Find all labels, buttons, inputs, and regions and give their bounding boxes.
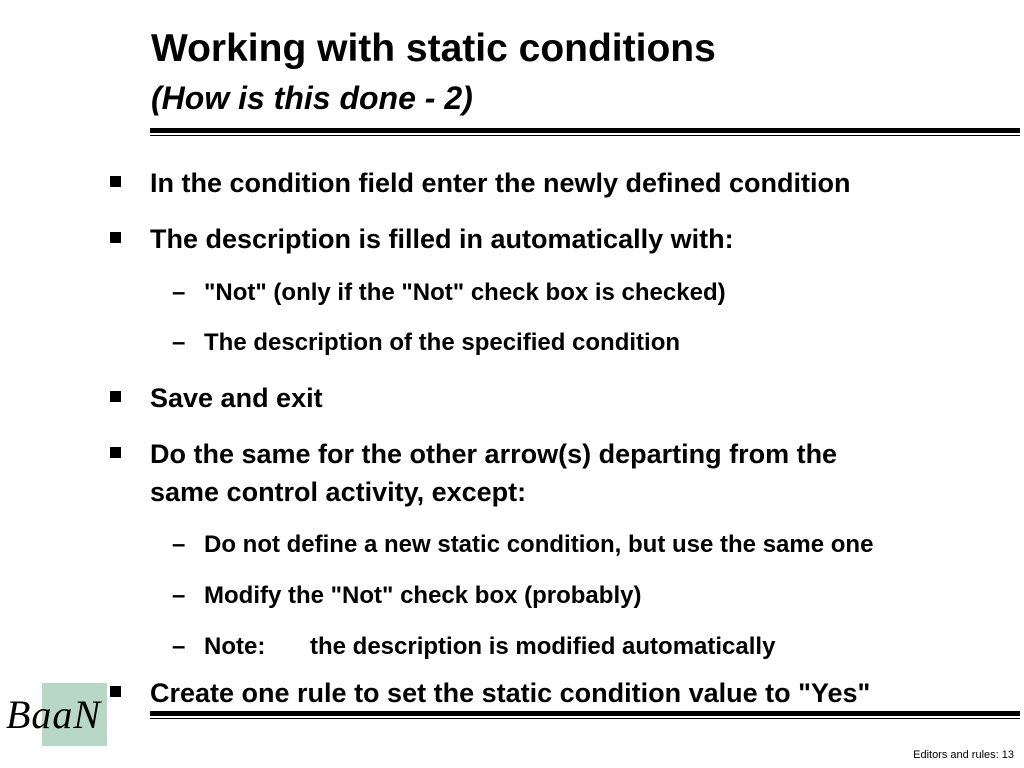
- subbullet-text: Do not define a new static condition, but use the same one: [204, 531, 874, 558]
- bullet-text: Save and exit: [150, 383, 323, 413]
- bullet-square-icon: [110, 232, 121, 243]
- subbullet-text: [204, 632, 775, 662]
- bullet-square-icon: [110, 176, 121, 187]
- footer-page-label: Editors and rules: 13: [913, 749, 1014, 761]
- bullet-square-icon: [110, 391, 121, 402]
- subbullet-text: Modify the "Not" check box (probably): [204, 582, 642, 609]
- dash-icon: –: [172, 279, 186, 306]
- title-rule-thick: [150, 128, 1020, 133]
- bullet-text: The description is filled in automatically with:: [150, 224, 734, 254]
- footer-rule-thick: [150, 711, 1020, 716]
- dash-icon: –: [172, 531, 186, 558]
- bullet-text: Do the same for the other arrow(s) departing from the: [150, 439, 838, 469]
- subbullet-text: "Not" (only if the "Not" check box is checked): [204, 279, 726, 306]
- bullet-text: Create one rule to set the static condition value to "Yes": [150, 678, 871, 708]
- dash-icon: –: [172, 633, 186, 660]
- subbullet-text: The description of the specified condition: [204, 329, 681, 356]
- title-rule-thin: [150, 135, 1020, 136]
- dash-icon: –: [172, 582, 186, 609]
- bullet-square-icon: [110, 686, 121, 697]
- footer-rule-thin: [150, 718, 1020, 719]
- bullet-text: In the condition field enter the newly defined condition: [150, 168, 851, 198]
- note-label: Note:: [204, 633, 266, 660]
- slide-title: Working with static conditions: [151, 27, 716, 70]
- note-text: the description is modified automatically: [310, 633, 776, 660]
- baan-logo: BaaN: [6, 692, 102, 737]
- bullet-square-icon: [110, 447, 121, 458]
- bullet-text-continued: same control activity, except:: [150, 477, 527, 507]
- dash-icon: –: [172, 329, 186, 356]
- slide-subtitle: (How is this done - 2): [151, 80, 473, 116]
